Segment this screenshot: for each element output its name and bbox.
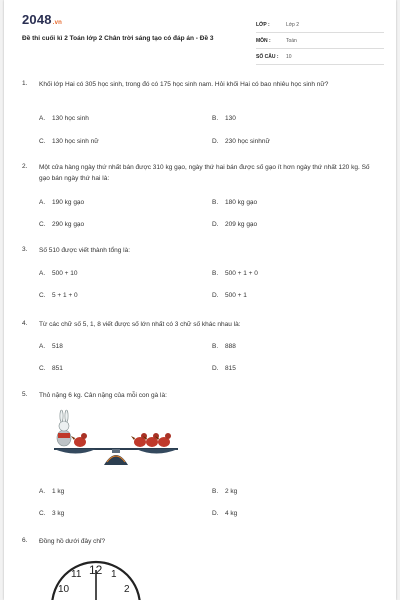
option-text: 1 kg — [52, 488, 65, 495]
option-text: 5 + 1 + 0 — [52, 292, 78, 299]
meta-value: 10 — [286, 53, 292, 60]
meta-key: SỐ CÂU : — [256, 53, 279, 60]
exam-title: Đề thi cuối kì 2 Toán lớp 2 Chân trời sáng tạo có đáp án - Đề 3 — [22, 35, 214, 42]
option-text: 500 + 10 — [52, 270, 78, 277]
question-text: Thỏ nặng 6 kg. Cân nặng của mỗi con gà là: — [39, 392, 167, 399]
question-6 — [22, 537, 380, 549]
question-3 — [22, 246, 380, 258]
clock-figure — [48, 556, 144, 600]
exam-meta-table — [256, 17, 384, 65]
option-1b[interactable] — [212, 115, 236, 122]
option-text: 888 — [225, 343, 236, 350]
option-4c[interactable] — [39, 365, 63, 372]
option-letter: B. — [212, 115, 219, 122]
option-text: 3 kg — [52, 510, 65, 517]
meta-key: MÔN : — [256, 37, 271, 44]
option-letter: C. — [39, 292, 46, 299]
option-text: 130 — [225, 115, 236, 122]
meta-value: Toán — [286, 37, 297, 44]
option-letter: A. — [39, 343, 46, 350]
rabbit-icon — [57, 410, 71, 446]
option-1a[interactable] — [39, 115, 89, 122]
clock-number-1: 1 — [111, 569, 117, 580]
option-text: 180 kg gạo — [225, 199, 258, 206]
question-4 — [22, 320, 380, 332]
option-text: 518 — [52, 343, 63, 350]
option-letter: A. — [39, 199, 46, 206]
option-text: 130 học sinh — [52, 115, 89, 122]
option-text: 851 — [52, 365, 63, 372]
option-2c[interactable] — [39, 221, 84, 228]
option-letter: A. — [39, 488, 46, 495]
meta-row-class — [256, 17, 384, 33]
option-letter: B. — [212, 199, 219, 206]
option-5b[interactable] — [212, 488, 237, 495]
clock-number-12: 12 — [89, 563, 103, 577]
question-text: Khối lớp Hai có 305 học sinh, trong đó có 175 học sinh nam. Hỏi khối Hai có bao nhiêu học sinh nữ? — [39, 81, 329, 88]
balance-scale-figure — [46, 405, 186, 473]
option-3a[interactable] — [39, 270, 77, 277]
meta-row-count — [256, 49, 384, 65]
option-letter: B. — [212, 343, 219, 350]
exam-sheet — [4, 0, 396, 600]
option-2a[interactable] — [39, 199, 84, 206]
option-2d[interactable] — [212, 221, 257, 228]
question-text: Số 510 được viết thành tổng là: — [39, 247, 131, 254]
option-1d[interactable] — [212, 138, 270, 145]
question-number: 1. — [22, 80, 28, 87]
question-text: Một cửa hàng ngày thứ nhất bán được 310 kg gạo, ngày thứ hai bán được số gạo ít hơn ngày thứ nhất 120 kg. Số gạo bán ngày thứ hai là: — [39, 164, 370, 182]
question-number: 3. — [22, 246, 28, 253]
option-4a[interactable] — [39, 343, 63, 350]
option-5c[interactable] — [39, 510, 64, 517]
meta-key: LỚP : — [256, 21, 270, 28]
clock-number-11: 11 — [71, 569, 82, 580]
hen-icon — [71, 433, 87, 447]
scale-icon — [54, 449, 178, 465]
meta-value: Lớp 2 — [286, 21, 300, 28]
question-number: 2. — [22, 163, 28, 170]
option-letter: D. — [212, 292, 219, 299]
option-letter: C. — [39, 221, 46, 228]
option-letter: B. — [212, 270, 219, 277]
clock-icon — [52, 562, 140, 600]
question-number: 5. — [22, 391, 28, 398]
option-text: 4 kg — [225, 510, 238, 517]
option-5a[interactable] — [39, 488, 64, 495]
option-3c[interactable] — [39, 292, 78, 299]
logo-suffix: .vn — [52, 20, 63, 26]
option-letter: C. — [39, 510, 46, 517]
option-letter: C. — [39, 365, 46, 372]
option-text: 500 + 1 + 0 — [225, 270, 258, 277]
option-5d[interactable] — [212, 510, 237, 517]
option-3d[interactable] — [212, 292, 247, 299]
exam-header — [22, 12, 384, 62]
question-number: 6. — [22, 537, 28, 544]
clock-number-2: 2 — [124, 584, 130, 595]
option-text: 130 học sinh nữ — [52, 138, 99, 145]
meta-row-subject — [256, 33, 384, 49]
option-text: 230 học sinhnữ — [225, 138, 270, 145]
clock-number-10: 10 — [58, 584, 70, 595]
option-letter: D. — [212, 138, 219, 145]
question-text: Từ các chữ số 5, 1, 8 viết được số lớn nhất có 3 chữ số khác nhau là: — [39, 321, 241, 328]
option-text: 290 kg gạo — [52, 221, 85, 228]
question-5 — [22, 391, 380, 403]
logo-text: 2048 — [22, 12, 52, 27]
question-number: 4. — [22, 320, 28, 327]
option-text: 209 kg gạo — [225, 221, 258, 228]
option-letter: B. — [212, 488, 219, 495]
site-logo[interactable] — [22, 12, 62, 27]
option-3b[interactable] — [212, 270, 258, 277]
option-text: 190 kg gạo — [52, 199, 85, 206]
option-letter: D. — [212, 221, 219, 228]
option-text: 2 kg — [225, 488, 238, 495]
option-letter: A. — [39, 115, 46, 122]
option-letter: D. — [212, 365, 219, 372]
question-text: Đồng hồ dưới đây chỉ? — [39, 538, 106, 545]
question-2 — [22, 163, 380, 187]
option-4d[interactable] — [212, 365, 236, 372]
hen-icon — [131, 433, 147, 447]
option-text: 500 + 1 — [225, 292, 247, 299]
option-2b[interactable] — [212, 199, 257, 206]
option-4b[interactable] — [212, 343, 236, 350]
question-1 — [22, 80, 380, 104]
option-letter: C. — [39, 138, 46, 145]
option-text: 815 — [225, 365, 236, 372]
option-1c[interactable] — [39, 138, 99, 145]
option-letter: A. — [39, 270, 46, 277]
option-letter: D. — [212, 510, 219, 517]
